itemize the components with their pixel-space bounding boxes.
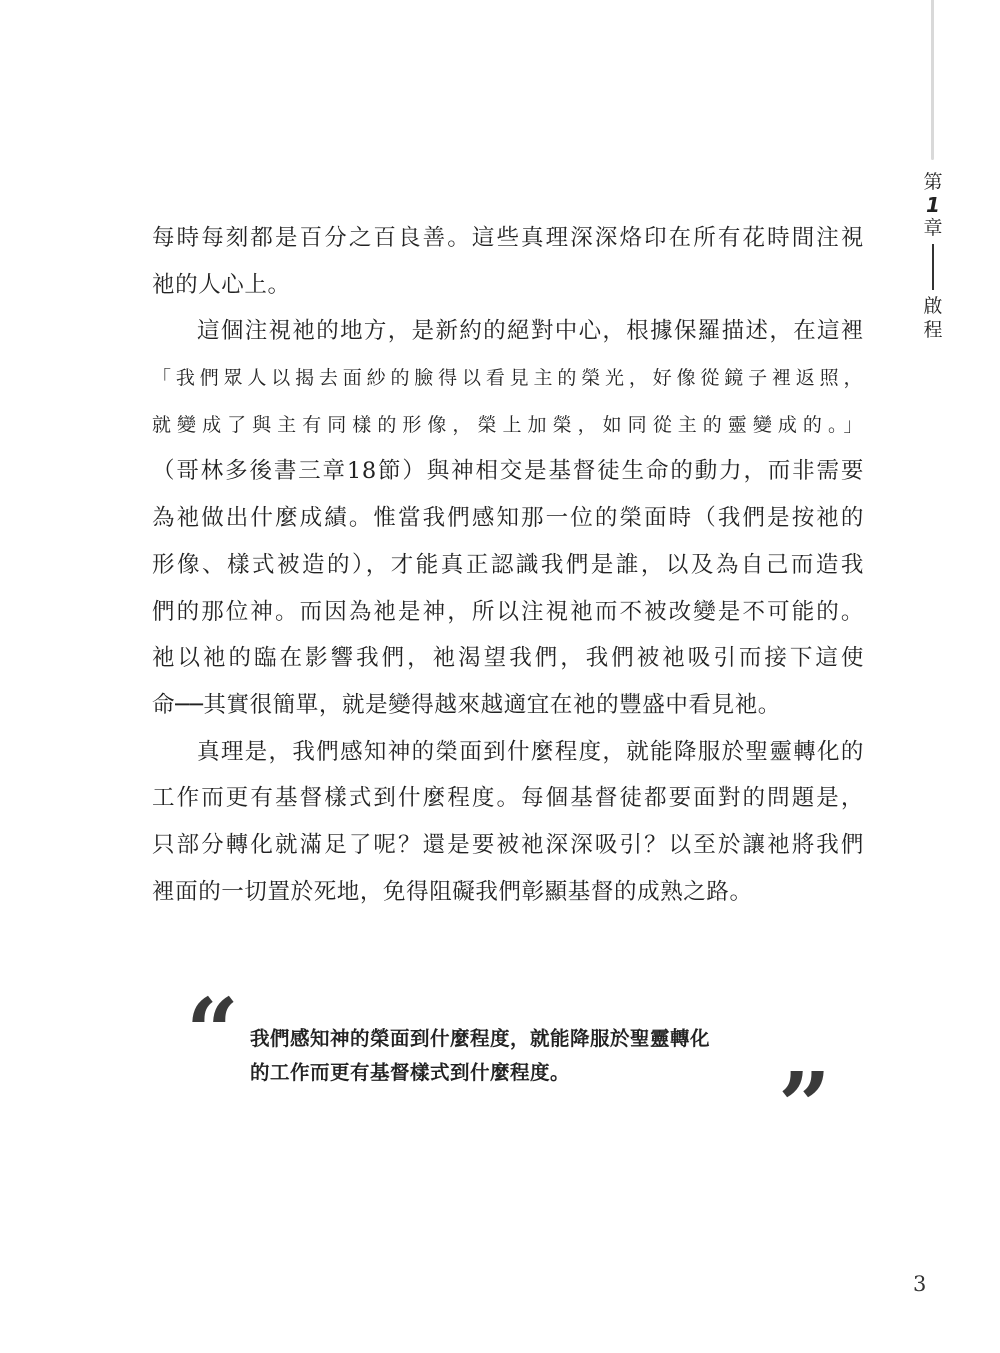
body-line: 只部分轉化就滿足了呢？還是要被祂深深吸引？以至於讓祂將我們	[152, 831, 864, 858]
side-margin-rule	[931, 0, 934, 160]
chapter-title-char-2: 程	[923, 319, 943, 341]
chapter-marker	[919, 170, 947, 342]
body-line: 們的那位神。而因為祂是神，所以注視祂而不被改變是不可能的。	[152, 598, 864, 625]
pull-quote	[186, 978, 836, 1160]
body-line: 形像、樣式被造的），才能真正認識我們是誰，以及為自己而造我	[152, 551, 864, 578]
body-line: 為祂做出什麼成績。惟當我們感知那一位的榮面時（我們是按祂的	[152, 505, 864, 532]
body-line: 祂的人心上。	[152, 271, 291, 298]
body-line: 這個注視祂的地方，是新約的絕對中心，根據保羅描述，在這裡	[197, 318, 864, 345]
body-line: 每時每刻都是百分之百良善。這些真理深深烙印在所有花時間注視	[152, 225, 864, 251]
chapter-number: 1	[926, 193, 940, 217]
body-line: 裡面的一切置於死地，免得阻礙我們彰顯基督的成熟之路。	[152, 878, 753, 905]
body-line: 工作而更有基督樣式到什麼程度。每個基督徒都要面對的問題是，	[152, 785, 864, 812]
chapter-title-char-1: 啟	[923, 295, 943, 317]
close-quote-mark-icon: ”	[778, 1052, 831, 1160]
pull-quote-line-1: 我們感知神的榮面到什麼程度，就能降服於聖靈轉化	[250, 1027, 711, 1050]
body-text	[152, 215, 864, 915]
chapter-label: 章	[923, 217, 943, 239]
page-number: 3	[913, 1272, 927, 1296]
body-line: 真理是，我們感知神的榮面到什麼程度，就能降服於聖靈轉化的	[197, 738, 864, 765]
body-line: 祂以祂的臨在影響我們，祂渴望我們，我們被祂吸引而接下這使	[152, 645, 864, 672]
scripture-quote-line: 「我們眾人以揭去面紗的臉得以看見主的榮光，好像從鏡子裡返照，	[152, 367, 864, 390]
body-line: （哥林多後書三章18節）與神相交是基督徒生命的動力，而非需要	[152, 458, 864, 485]
chapter-label-top: 第	[923, 171, 943, 193]
pull-quote-text	[250, 1022, 770, 1090]
pull-quote-line-2: 的工作而更有基督樣式到什麼程度。	[250, 1061, 571, 1084]
chapter-divider	[932, 244, 934, 290]
body-line: 命──其實很簡單，就是變得越來越適宜在祂的豐盛中看見祂。	[152, 691, 781, 718]
open-quote-mark-icon: “	[186, 978, 239, 1086]
scripture-quote-line: 就變成了與主有同樣的形像，榮上加榮，如同從主的靈變成的。」	[152, 413, 864, 436]
